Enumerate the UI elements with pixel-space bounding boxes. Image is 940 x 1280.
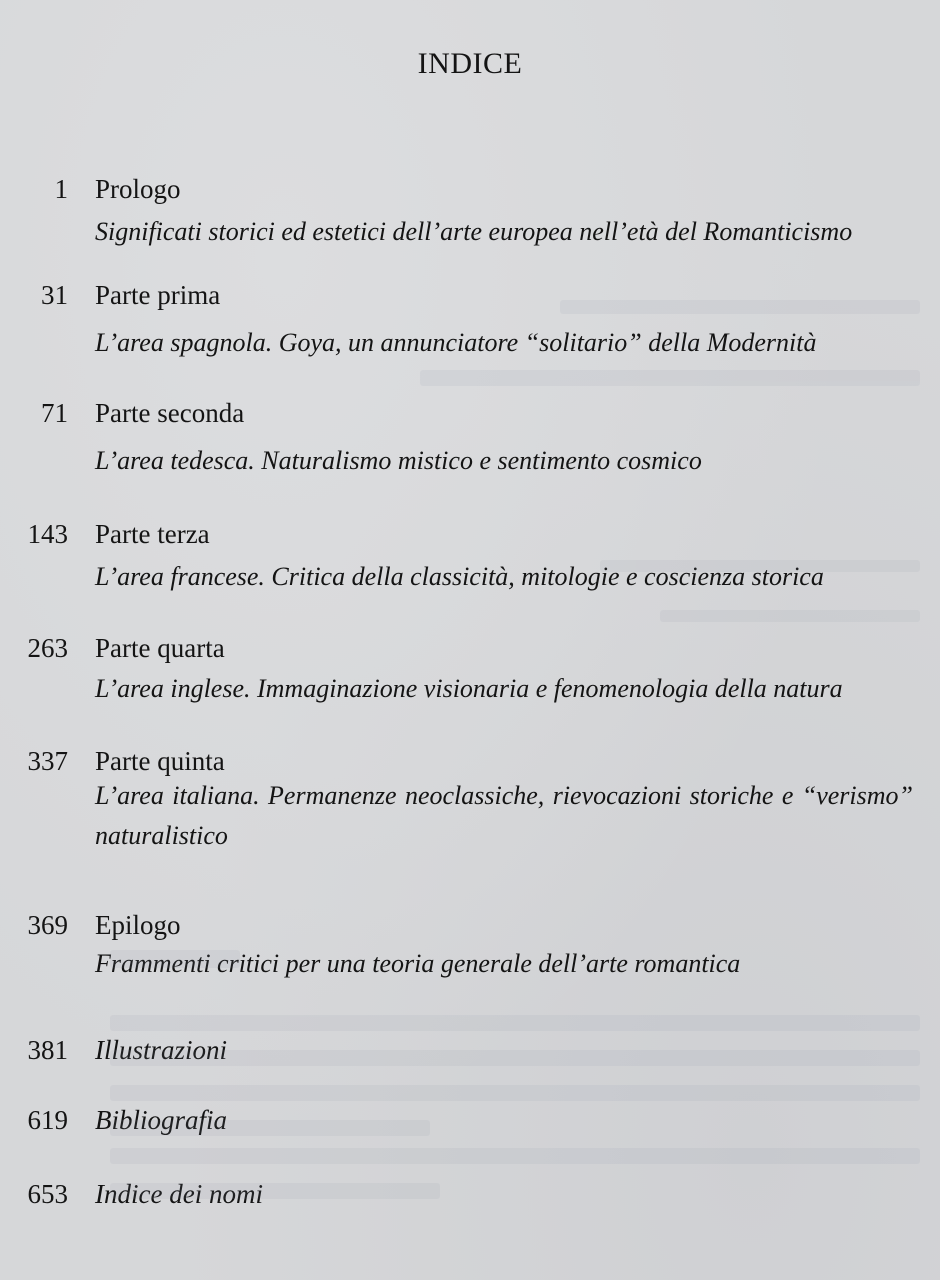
toc-heading: Parte seconda [95, 398, 245, 428]
toc-subtitle: L’area spagnola. Goya, un annunciatore “solitario” della Modernità [95, 328, 817, 357]
toc-heading: Parte quinta [95, 746, 225, 776]
page-title: INDICE [417, 47, 523, 80]
toc-page-number: 653 [27, 1179, 68, 1209]
toc-page-number: 369 [27, 910, 68, 940]
toc-page-number: 619 [27, 1105, 68, 1135]
toc-page-number: 71 [41, 398, 68, 428]
toc-page-number: 31 [41, 280, 68, 310]
toc-subtitle: L’area inglese. Immaginazione visionaria e fenomenologia della natura [95, 674, 843, 703]
toc-heading: Illustrazioni [95, 1035, 228, 1065]
toc-page-number: 263 [27, 633, 68, 663]
toc-page-number: 381 [27, 1035, 68, 1065]
toc-heading: Parte prima [95, 280, 221, 310]
toc-subtitle: Significati storici ed estetici dell’arte europea nell’età del Romanticismo [95, 217, 853, 246]
toc-subtitle: L’area francese. Critica della classicità, mitologie e coscienza storica [95, 562, 824, 591]
toc-subtitle: L’area italiana. Permanenze neoclassiche, rievocazioni storiche e “verismo” naturalistico [95, 781, 913, 850]
toc-subtitle: L’area tedesca. Naturalismo mistico e sentimento cosmico [95, 446, 702, 475]
toc-subtitle: Frammenti critici per una teoria generale dell’arte romantica [95, 949, 741, 978]
toc-heading: Bibliografia [95, 1105, 228, 1135]
toc-page-number: 1 [54, 174, 68, 204]
toc-page-number: 337 [27, 746, 68, 776]
toc-heading: Epilogo [95, 910, 181, 940]
toc-page-number: 143 [27, 519, 68, 549]
toc-heading: Parte quarta [95, 633, 225, 663]
toc-heading: Indice dei nomi [95, 1179, 263, 1209]
toc-heading: Prologo [95, 174, 181, 204]
toc-heading: Parte terza [95, 519, 210, 549]
